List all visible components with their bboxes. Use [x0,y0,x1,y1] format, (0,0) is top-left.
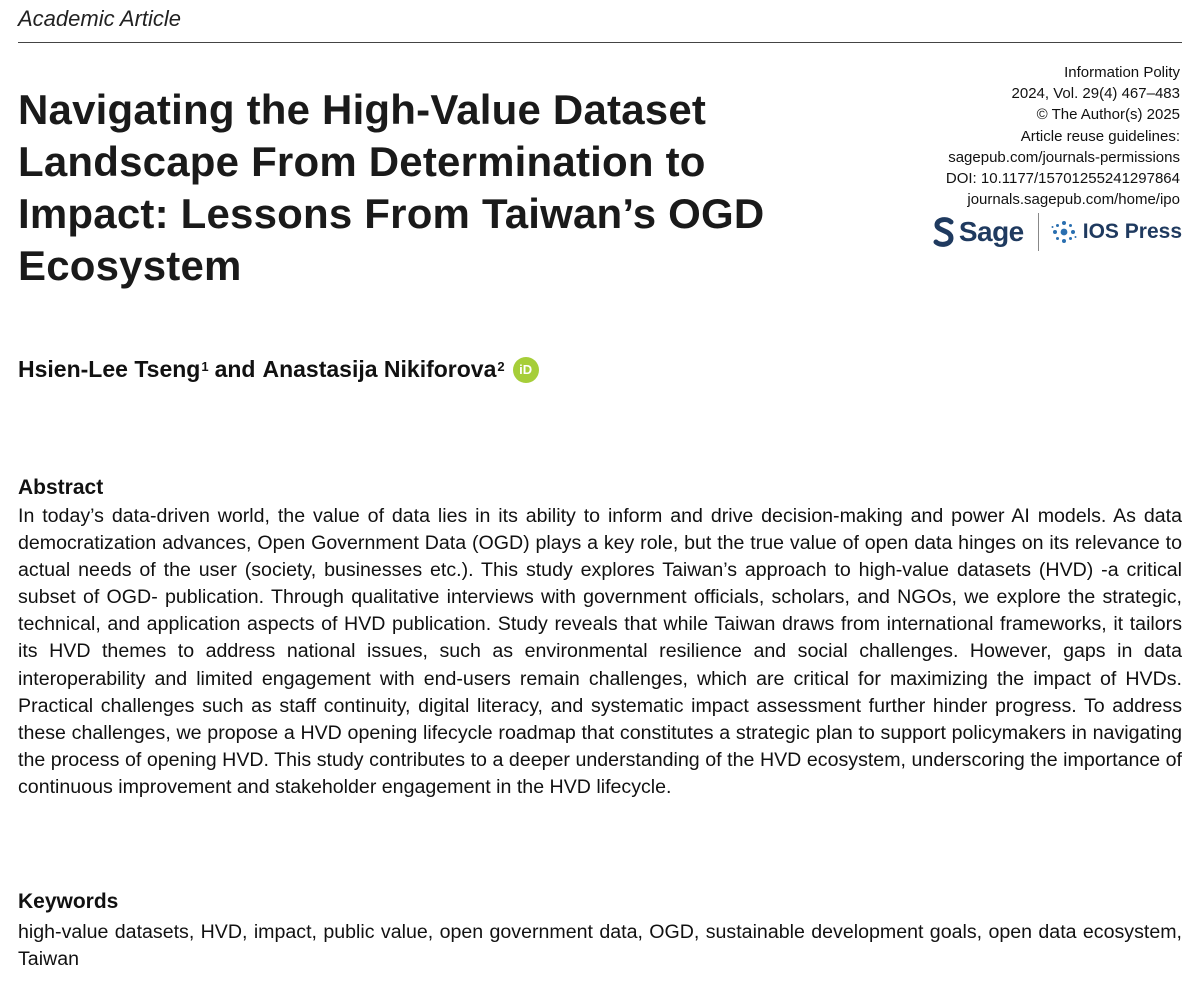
author-conjunction: and [214,356,256,382]
sage-wordmark: Sage [958,216,1024,247]
keywords-text: high-value datasets, HVD, impact, public value, open government data, OGD, sustainable development goals, open data ecosystem, Taiwan [18,921,1182,970]
sage-s-icon [933,216,955,248]
abstract-heading: Abstract [18,476,104,499]
doi[interactable]: DOI: 10.1177/15701255241297864 [945,170,1180,188]
article-title: Navigating the High-Value Dataset Landscape From Determination to Impact: Lessons From Taiwan’s OGD Ecosystem [18,86,765,289]
header-rule [18,42,1182,43]
journal-name: Information Polity [1064,64,1180,81]
author-1-name: Hsien-Lee Tseng [18,356,201,382]
logo-separator [1038,213,1039,251]
copyright: © The Author(s) 2025 [1036,106,1180,124]
sage-logo [933,216,1024,248]
permissions-link[interactable]: sagepub.com/journals-permissions [948,148,1180,166]
ios-dots-icon [1051,219,1077,245]
journal-meta [760,62,1180,210]
reuse-label: Article reuse guidelines: [1020,127,1180,145]
volume-info: 2024, Vol. 29(4) 467–483 [1011,85,1180,103]
orcid-icon[interactable]: iD [513,357,539,383]
journal-home-link[interactable]: journals.sagepub.com/home/ipo [967,191,1180,209]
ios-press-wordmark: IOS Press [1082,220,1182,243]
ios-press-logo [1051,219,1182,245]
section-label: Academic Article [18,6,182,31]
author-2-name: Anastasija Nikiforova [262,356,497,382]
abstract-text: In today’s data-driven world, the value of data lies in its ability to inform and drive decision-making and power AI models. As data democratization advances, Open Government Data (OGD) plays a key role, but the true value of open data hinges on its relevance to actual needs of the user (society, businesses etc.). This study explores Taiwan’s approach to high-value datasets (HVD) -a critical subset of OGD- publication. Through qualitative interviews with government officials, scholars, and NGOs, we explore the strategic, technical, and application aspects of HVD publication. Study reveals that while Taiwan draws from international frameworks, it tailors its HVD themes to address national issues, such as environmental resilience and social challenges. However, gaps in data interoperability and limited engagement with end-users remain challenges, which are critical for maximizing the impact of HVDs. Practical challenges such as staff continuity, digital literacy, and systematic impact assessment further hinder progress. To address these challenges, we propose a HVD opening lifecycle roadmap that constitutes a strategic plan to support policymakers in navigating the process of opening HVD. This study contributes to a deeper understanding of the HVD ecosystem, underscoring the importance of continuous improvement and stakeholder engagement in the HVD lifecycle. [18,505,1182,798]
keywords-heading: Keywords [18,890,119,913]
author-line [18,356,539,383]
publisher-logos [933,212,1182,252]
author-2-affiliation: 2 [497,359,505,374]
author-1-affiliation: 1 [201,359,209,374]
